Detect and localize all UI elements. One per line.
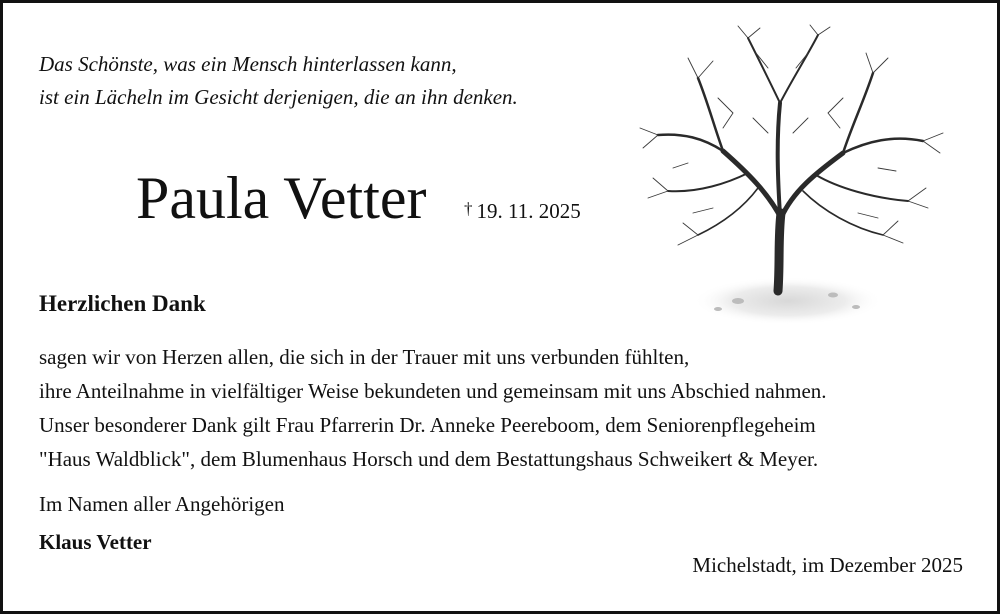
death-date-text: 19. 11. 2025 xyxy=(476,199,581,223)
quote-line-1: Das Schönste, was ein Mensch hinterlassen kann, xyxy=(39,52,457,76)
cross-icon: † xyxy=(464,199,473,218)
quote-line-2: ist ein Lächeln im Gesicht derjenigen, die an ihn denken. xyxy=(39,85,518,109)
thanks-line: sagen wir von Herzen allen, die sich in der Trauer mit uns verbunden fühlten, xyxy=(39,345,690,369)
bare-winter-tree-icon xyxy=(628,23,963,328)
thanks-line: Unser besonderer Dank gilt Frau Pfarrerin Dr. Anneke Peereboom, dem Seniorenpflegeheim xyxy=(39,413,816,437)
death-date xyxy=(464,199,581,224)
thanks-line: ihre Anteilnahme in vielfältiger Weise bekundeten und gemeinsam mit uns Abschied nahmen. xyxy=(39,379,827,403)
memorial-quote xyxy=(39,48,518,114)
deceased-name: Paula Vetter xyxy=(136,165,427,231)
signoff-line: Im Namen aller Angehörigen xyxy=(39,492,285,516)
signer-name: Klaus Vetter xyxy=(39,530,152,554)
place-date: Michelstadt, im Dezember 2025 xyxy=(692,553,963,577)
thanks-body xyxy=(39,340,827,476)
thanks-line: "Haus Waldblick", dem Blumenhaus Horsch und dem Bestattungshaus Schweikert & Meyer. xyxy=(39,447,819,471)
thanks-heading: Herzlichen Dank xyxy=(39,291,206,316)
